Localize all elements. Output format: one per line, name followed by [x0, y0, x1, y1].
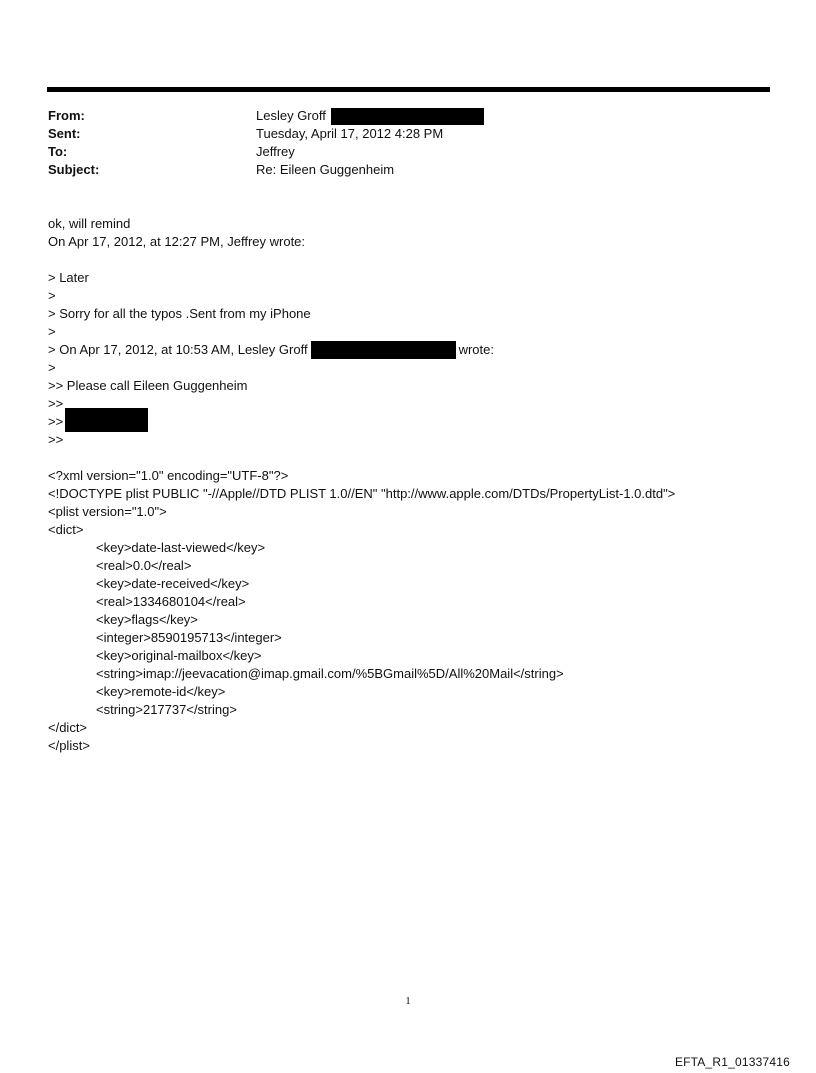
quoted-line: >> [48, 396, 64, 411]
plist-line: <dict> [48, 522, 84, 537]
quote-intro: On Apr 17, 2012, at 12:27 PM, Jeffrey wrote: [48, 234, 306, 249]
plist-line: </dict> [48, 720, 88, 735]
to-label: To: [48, 144, 68, 159]
quoted-line: > [48, 288, 56, 303]
plist-line: </plist> [48, 738, 90, 753]
plist-line: <key>remote-id</key> [96, 684, 226, 699]
from-name: Lesley Groff [256, 108, 326, 123]
plist-line: <key>flags</key> [96, 612, 198, 627]
plist-line: <?xml version="1.0" encoding="UTF-8"?> [48, 468, 289, 483]
plist-line: <real>0.0</real> [96, 558, 192, 573]
from-label: From: [48, 108, 85, 123]
redaction-block [331, 108, 484, 125]
quoted-line: > [48, 360, 56, 375]
sent-value: Tuesday, April 17, 2012 4:28 PM [256, 126, 444, 141]
reply-text: ok, will remind [48, 216, 131, 231]
plist-line: <key>date-last-viewed</key> [96, 540, 266, 555]
sent-label: Sent: [48, 126, 81, 141]
plist-line: <real>1334680104</real> [96, 594, 246, 609]
quoted-line: > [48, 324, 56, 339]
quoted-line: > Later [48, 270, 89, 285]
redaction-block [65, 408, 148, 432]
header-rule [47, 87, 770, 92]
plist-line: <!DOCTYPE plist PUBLIC "-//Apple//DTD PLIST 1.0//EN" "http://www.apple.com/DTDs/PropertyList-1.0.dtd"> [48, 486, 676, 501]
quoted-line-suffix: wrote: [458, 342, 494, 357]
quoted-line-prefix: > On Apr 17, 2012, at 10:53 AM, Lesley Groff [48, 342, 308, 357]
quoted-line: >> Please call Eileen Guggenheim [48, 378, 248, 393]
subject-value: Re: Eileen Guggenheim [256, 162, 395, 177]
quoted-line [48, 341, 494, 359]
document-id: EFTA_R1_01337416 [674, 1055, 790, 1069]
to-value: Jeffrey [256, 144, 295, 159]
quoted-line: >> [48, 432, 64, 447]
from-value [256, 107, 484, 125]
plist-line: <key>original-mailbox</key> [96, 648, 262, 663]
plist-line: <plist version="1.0"> [48, 504, 167, 519]
quoted-line-prefix: >> [48, 414, 64, 429]
page-number: 1 [405, 995, 411, 1007]
redaction-block [311, 341, 456, 359]
plist-line: <string>imap://jeevacation@imap.gmail.com/%5BGmail%5D/All%20Mail</string> [96, 666, 564, 681]
quoted-line: > Sorry for all the typos .Sent from my iPhone [48, 306, 311, 321]
plist-line: <integer>8590195713</integer> [96, 630, 282, 645]
subject-label: Subject: [48, 162, 100, 177]
plist-line: <key>date-received</key> [96, 576, 250, 591]
plist-line: <string>217737</string> [96, 702, 237, 717]
